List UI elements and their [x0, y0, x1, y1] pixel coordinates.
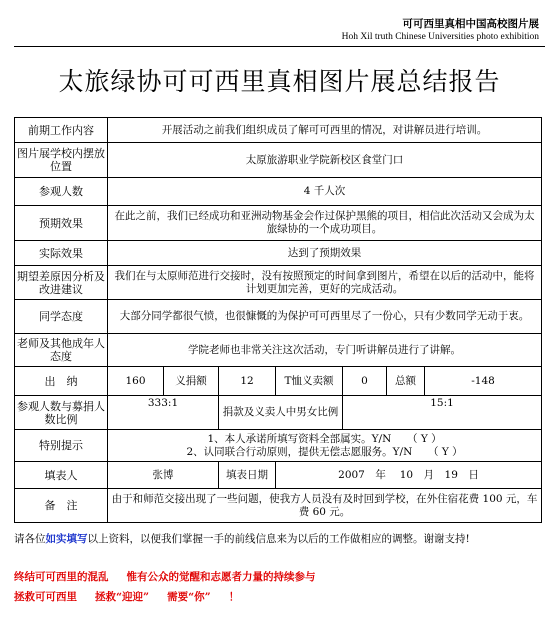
notice-value — [108, 430, 542, 462]
note-prefix: 请各位 — [14, 533, 46, 545]
row-finance — [15, 367, 542, 396]
student-label: 同学态度 — [15, 300, 108, 334]
row-notice — [15, 430, 542, 462]
visitors-label: 参观人数 — [15, 178, 108, 206]
row-teacher — [15, 334, 542, 367]
slogan-2b: 拯救“迎迎” — [95, 591, 150, 603]
gap-label: 期望差原因分析及改进建议 — [15, 266, 108, 300]
slogan-2d: ！ — [228, 591, 240, 603]
filler-value: 张博 — [108, 462, 219, 489]
actual-value: 达到了预期效果 — [108, 241, 542, 266]
visitors-value: 4 千人次 — [108, 178, 542, 206]
student-value: 大部分同学都很气愤，也很慷慨的为保护可可西里尽了一份心，只有少数同学无动于衷。 — [108, 300, 542, 334]
slogan-line-1 — [14, 569, 316, 584]
remark-label: 备 注 — [15, 489, 108, 523]
date-label: 填表日期 — [219, 462, 276, 489]
notice-line-2: 2、认同联合行动原则，提供无偿志愿服务。Y/N （ Y ） — [186, 445, 463, 458]
header-english-title: Hoh Xil truth Chinese Universities photo exhibition — [341, 32, 539, 42]
slogan-line-2 — [14, 589, 239, 604]
ratio-label: 参观人数与募捐人数比例 — [15, 396, 108, 430]
finance-value-3: 0 — [343, 367, 387, 396]
slogan-1a: 终结可可西里的混乱 — [14, 571, 109, 583]
slogan-2c: 需要“你” — [167, 591, 211, 603]
finance-label-4: 总额 — [387, 367, 425, 396]
finance-label: 出 纳 — [15, 367, 108, 396]
remark-value: 由于和师范交接出现了一些问题，使我方人员没有及时回到学校，在外住宿花费 100 元，车费 60 元。 — [108, 489, 542, 523]
date-value: 2007 年 10 月 19 日 — [276, 462, 542, 489]
expected-value: 在此之前，我们已经成功和亚洲动物基金会作过保护黑熊的项目，相信此次活动又会成为太旅绿协的一个成功项目。 — [108, 206, 542, 241]
teacher-value: 学院老师也非常关注这次活动，专门听讲解员进行了讲解。 — [108, 334, 542, 367]
prep-value: 开展活动之前我们组织成员了解可可西里的情况，对讲解员进行培训。 — [108, 118, 542, 143]
notice-label: 特别提示 — [15, 430, 108, 462]
gap-value: 我们在与太原师范进行交接时，没有按照预定的时间拿到图片，希望在以后的活动中，能将计划更加完善，更好的完成活动。 — [108, 266, 542, 300]
finance-value-2: 12 — [219, 367, 276, 396]
gender-value: 15:1 — [343, 396, 542, 430]
expected-label: 预期效果 — [15, 206, 108, 241]
gender-label: 捐款及义卖人中男女比例 — [219, 396, 343, 430]
row-gap — [15, 266, 542, 300]
page-title: 太旅绿协可可西里真相图片展总结报告 — [58, 67, 501, 96]
row-prep — [15, 118, 542, 143]
prep-label: 前期工作内容 — [15, 118, 108, 143]
header-rule — [14, 46, 545, 47]
finance-label-3: T恤义卖额 — [276, 367, 343, 396]
location-label: 图片展学校内摆放位置 — [15, 143, 108, 178]
teacher-label: 老师及其他成年人态度 — [15, 334, 108, 367]
row-expected — [15, 206, 542, 241]
footer-note — [14, 531, 470, 546]
row-visitors — [15, 178, 542, 206]
finance-value-4: -148 — [425, 367, 542, 396]
filler-label: 填表人 — [15, 462, 108, 489]
finance-label-2: 义捐额 — [164, 367, 219, 396]
row-filler — [15, 462, 542, 489]
note-emphasis: 如实填写 — [45, 533, 88, 545]
row-student — [15, 300, 542, 334]
report-table — [14, 117, 542, 523]
row-location — [15, 143, 542, 178]
slogan-1b: 惟有公众的觉醒和志愿者力量的持续参与 — [126, 571, 316, 583]
note-suffix: 以上资料，以便我们掌握一手的前线信息来为以后的工作做相应的调整。谢谢支持! — [87, 533, 470, 545]
finance-value-1: 160 — [108, 367, 164, 396]
slogan-2a: 拯救可可西里 — [14, 591, 77, 603]
row-ratio — [15, 396, 542, 430]
row-remark — [15, 489, 542, 523]
header-chinese-title: 可可西里真相中国高校图片展 — [402, 18, 539, 30]
location-value: 太原旅游职业学院新校区食堂门口 — [108, 143, 542, 178]
ratio-value: 333:1 — [108, 396, 219, 430]
row-actual — [15, 241, 542, 266]
actual-label: 实际效果 — [15, 241, 108, 266]
notice-line-1: 1、本人承诺所填写资料全部属实。Y/N （ Y ） — [207, 432, 442, 445]
